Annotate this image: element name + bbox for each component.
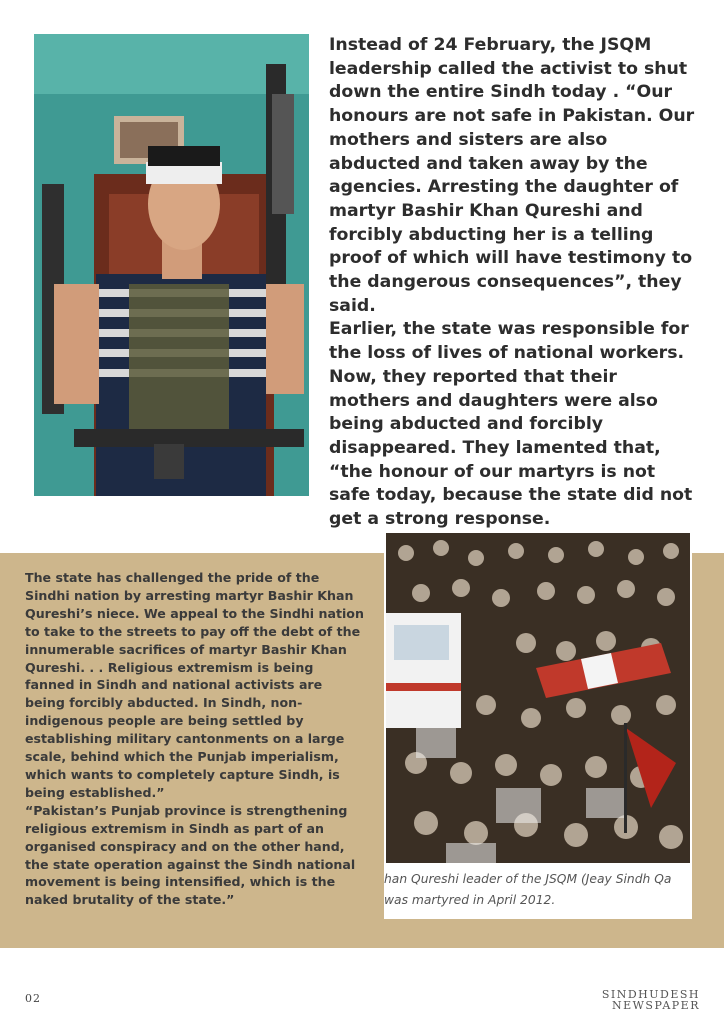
portrait-photo [34, 34, 309, 496]
article-paragraph: “Pakistan’s Punjab province is strengthening religious extremism in Sindh as part of an organised conspiracy and on the other hand, the state operation against the Sindh national movement is being intensified, which is the naked brutality of the state.” [25, 802, 356, 908]
crowd-illustration [386, 533, 690, 863]
article-band-column [25, 569, 365, 909]
caption-line: was martyred in April 2012. [384, 893, 556, 907]
crowd-photo [386, 533, 690, 863]
crowd-photo-frame [384, 533, 692, 919]
portrait-illustration [34, 34, 309, 496]
masthead-line: NEWSPAPER [611, 999, 700, 1012]
article-paragraph: The state has challenged the pride of the Sindhi nation by arresting martyr Bashir Khan Qureshi’s niece. We appeal to the Sindhi nation to take to the streets to pay off the debt of the innumerable sacrifices of martyr Bashir Khan Qureshi. . . Religious extremism is being fanned in Sindh and national activists are being forcibly abducted. In Sindh, non-indigenous people are being settled by establishing military cantonments on a large scale, behind which the Punjab imperialism, which wants to completely capture Sindh, is being established.” [25, 570, 364, 800]
photo-caption [384, 869, 692, 919]
article-paragraph: Instead of 24 February, the JSQM leadership called the activist to shut down the entire Sindh today . “Our honours are not safe in Pakistan. Our mothers and sisters are also abducted and taken away by the agencies. Arresting the daughter of martyr Bashir Khan Qureshi and forcibly abducting her is a telling proof of which will have testimony to the dangerous consequences”, they said. [329, 35, 695, 316]
caption-line: han Qureshi leader of the JSQM (Jeay Sindh Qa [384, 872, 672, 886]
page-number: 02 [25, 992, 41, 1005]
newspaper-masthead [602, 989, 700, 1011]
masthead-line: SINDHUDESH [601, 988, 700, 1001]
article-top-column [329, 34, 701, 532]
article-paragraph: Earlier, the state was responsible for the loss of lives of national workers. Now, they reported that their mothers and daughters were also being abducted and forcibly disappeared. They lamented that, “the honour of our martyrs is not safe today, because the state did not get a strong response. [329, 319, 693, 530]
